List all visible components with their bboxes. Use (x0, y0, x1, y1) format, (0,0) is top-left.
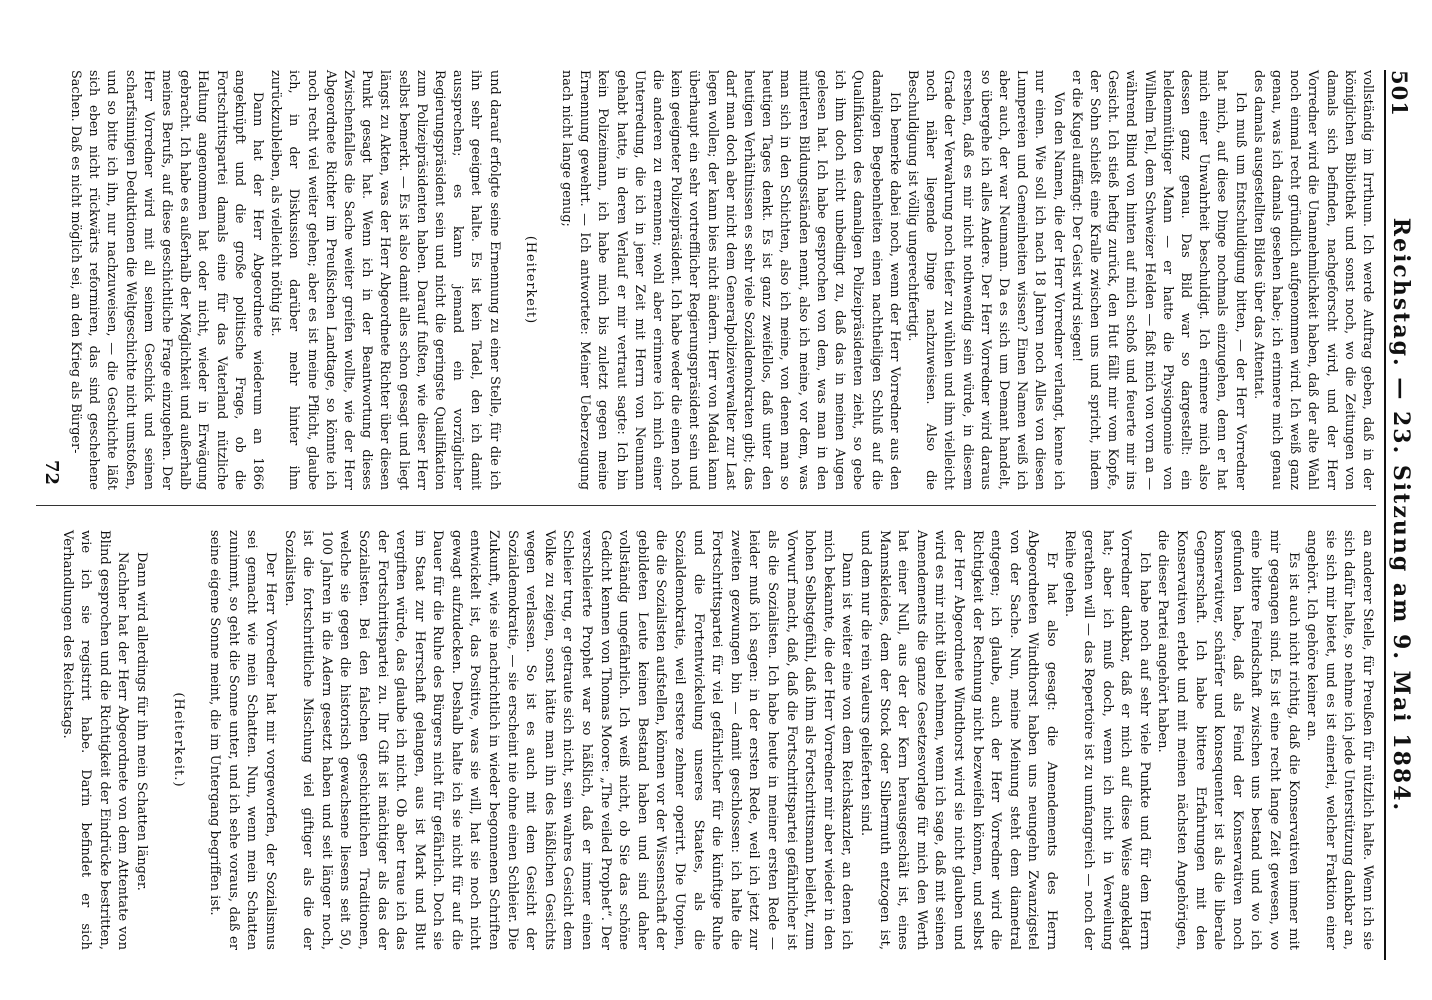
applause-note: (Heiterkeit) (522, 235, 538, 325)
right-text-column (57, 530, 1376, 950)
paragraph: vollständig im Irrthum. Ich werde Auftrag geben, daß in der königlichen Bibliothek und sonst noch, wo die Zeitungen von damals sich befinden, nachgeforscht wird, und der Herr Vorredner wird die Unannehmlichkeit haben, daß der alte Wahl noch einmal recht gründlich aufgenommen wird. Ich weiß ganz genau, was ich damals gesehen habe; ich erinnere mich genau des damals ausgestellten Bildes über das Attentat. (1250, 70, 1375, 490)
paragraph: Er hat also gesagt: die Amendements des Herrn Abgeordneten Windthorst haben uns neungehn Zwanzigstel von der Sache. Nun, meine Meinung steht dem diametral entgegen; ich glaube, auch der Herr Vorredner wird die Richtigkeit der Rechnung nicht bezweifeln können, und selbst der Herr Abgeordnete Windthorst wird sie nicht glauben und wird es mir nicht übel nehmen, wenn ich sage, daß mit seinen Amendements die ganze Gesetzesvorlage für mich den Werth hat einer Null, aus der der Kern herausgeschält ist, eines Mannskleides, dem der Stock oder Silbermuth entzogen ist, und dem nur die rein valeurs gelieferten sind. (857, 530, 1059, 950)
paragraph: Ich bemerke dabei noch, wenn der Herr Vorredner aus den damaligen Begebenheiten einen nachtheiligen Schluß auf die Qualifikation des damaligen Polizeipräsidenten zieht, so gebe ich ihm doch nicht unbedingt zu, daß das in meinen Augen gelesen hat. Ich habe gesprochen von dem, was man in den mittleren Bildungsständen nennt, also ich meine, vor dem, was man sich in den Schichten, also ich meine, von denen man so heutigen Tages denkt. Es ist ganz zweifellos, daß unter den heutigen Verhältnissen es sehr viele Sozialdemokraten gibt; das darf man doch aber nicht dem Generalpolizeiverwalter zur Last legen wollen; der kann bies nicht ändern. Herr von Madai kann überhaupt ein sehr vortrefflicher Regierungspräsident sein und kein geeigneter Polizeipräsident. Ich habe weder die einen noch die anderen zu ernennen; wohl aber erinnere ich mich einer Unterredung, die ich in jener Zeit mit Herrn von Neumann gehabt hatte, in deren Verlauf er mir vertraut sagte: Ich bin kein Polizeimann, ich habe mich bis zuletzt gegen meine Ernennung gewehrt. — Ich antwortete: Meiner Ueberzeugung nach nicht lange genug; (559, 70, 902, 490)
paragraph: Es ist auch nicht richtig, daß die Konservativen immer mit mir gegangen sind. Es ist eine recht lange Zeit gewesen, wo eine bittere Feindschaft zwischen uns bestand und wo ich gefunden habe, daß als Feind der Konservativen noch konservativer, schärfer und konsequenter ist als die liberale Gegnerschaft. Ich habe bittere Erfahrungen mit den Konservativen erlebt und mit meinen nächsten Angehörigen, die dieser Partei angehört haben. (1155, 530, 1301, 950)
paragraph: Ich habe noch auf sehr viele Punkte und für dem Herrn Vorredner dankbar, daß er mich auf diese Weise angeklagt hat; aber ich muß doch, wenn ich nicht in Verweilung gerathen will — das Repertoire ist zu umfangreich — noch der Reihe gehen. (1062, 530, 1152, 950)
paragraph: Dann hat der Herr Abgeordnete wiederum an 1866 angeknüpft und die große politische Frage, ob die Fortschrittspartei damals eine für das Vaterland nützliche Haltung angenommen hat oder nicht, wieder in Erwägung gebracht. Ich habe es außerhalb der Möglichkeit und außerhalb meines Berufs, auf diese geschichtliche Frage einzugehen. Der Herr Vorredner wird mit all seinem Geschick und seinen scharfsinnigen Deduktionen die Weltgeschichte nicht umstoßen, und so bitte ich ihn, nur nachzuweisen, — die Geschichte läßt sich eben nicht rückwärts reformiren, das sind geschehene Sachen. Daß es nicht möglich sei, an den Krieg als Bürger- (67, 70, 266, 490)
paragraph: Nachher hat der Herr Abgeordnete von dem Attentate von Blind gesprochen und die Richtigkeit der Eindrücke bestritten, wie ich sie registrirt habe. Darin befindet er sich Verhandlungen des Reichstags. (59, 530, 131, 950)
column-divider (36, 505, 1376, 506)
paragraph: Ich muß um Entschuldigung bitten, — der Herr Vorredner hat mich, auf diese Dinge nochmals einzugehen, denn er hat mich einer Unwahrheit beschuldigt. Ich erinnere mich also dessen ganz genau. Das Bild war so dargestellt: ein heldenmüthiger Mann — er hatte die Physiognomie von Wilhelm Tell, dem Schweizer Helden — faßt mich von vorn an — während Blind von hinten auf mich schoß und feuerte mir ins Gesicht. Ich stieß heftig zurück, den Hut fällt mir vom Kopfe, der Sohn schießt eine Kralle zwischen uns und spricht, indem er die Kugel auffängt: Der Geist wird siegen! (1068, 70, 1248, 490)
running-title: Reichstag. — 23. Sitzung am 9. Mai 1884. (1388, 217, 1414, 813)
paragraph: und darauf erfolgte seine Ernennung zu einer Stelle, für die ich ihn sehr geeignet halte. Es ist kein Tadel, den ich damit aussprechen; es kann jemand ein vorzüglicher Regierungspräsident sein und nicht die geringste Qualifikation zum Polizeipräsidenten haben. Darauf fußten, wie dieser Herr selbst bemerkt. — Es ist also damit alles schon gesagt und liegt längst zu Akten, was der Herr Abgeordnete Richter über diesen Punkt gesagt hat. Wenn ich in der Beantwortung dieses Zwischenfalles die Sache weiter greifen wollte, wie der Herr Abgeordnete Richter im Preußischen Landtage, so könnte ich noch recht viel weiter gehen; aber es ist meine Pflicht, glaube ich, in der Diskussion darüber mehr hinter ihm zurückzubleiben, als vielleicht nöthig ist. (268, 70, 502, 490)
paragraph: Von den Namen, die der Herr Vorredner verlangt, kenne ich nur einen. Wie soll ich nach 18 Jahren noch Alles von diesen Lumpereien und Gemeinheiten wissen? Einen Namen weiß ich aber auch, der war Neumann. Da es sich um Demant handelt, so übergehe ich alles Andere. Der Herr Vorredner wird daraus ersehen, daß es mir nicht nothwendig sein würde, in diesem Grade der Verwahrung noch tiefer zu wühlen und ihm vielleicht noch näher liegende Dinge nachzuweisen. Also die Beschuldigung ist völlig ungerechtfertigt. (904, 70, 1066, 490)
page-header (1384, 70, 1414, 960)
applause-note: (Heiterkeit.) (170, 692, 186, 788)
signature-mark: 72 (41, 460, 62, 486)
page-number: 501 (1387, 70, 1412, 117)
paragraph: Dann wird allerdings für ihn mein Schatten länger. (134, 552, 149, 891)
left-text-column (66, 70, 1376, 490)
paragraph: an anderer Stelle, für Preußen für nützlich halte. Wenn ich sie sich dafür halte, so nehme ich jede Unterstützung dankbar an, sie sich mir bietet, und es ist einerlei, welcher Fraktion einer angehört. Ich gehöre keiner an. (1304, 530, 1375, 950)
paragraph: Dann ist weiter eine von dem Reichskanzler, an denen ich mich bekannte, die der Herr Vorredner mir aber wieder in den hohen Selbstgefühl, daß ihm als Fortschrittsmann beileht, zum Vorwurf macht, daß, daß die Fortschrittspartei gefährlicher ist als die Sozialisten. Ich habe heute in meiner ersten Rede — leider muß ich sagen: in der ersten Rede, weil ich jetzt zur zweiten gezwungen bin — damit geschlossen: ich halte die Fortschrittspartei für viel gefährlicher für die künftige Ruhe und die Fortentwickelung unseres Staates, als die Sozialdemokratie, weil erstere zehmer operirt. Die Utopien, die die Sozialisten aufstellen, können vor der Wissenschaft der gebildeten Leute keinen Bestand haben und sind daher vollständig ungefährlich. Ich weiß nicht, ob Sie das schöne Gedicht kennen von Thomas Moore: „The veiled Prophet“. Der verschleierte Prophet war so häßlich, daß er immer einen Schleier trug, er getraute sich nicht, sein wahres Gesicht dem Volke zu zeigen, sonst hätte man ihn des häßlichen Gesichts wegen verlassen. So ist es auch mit dem Gesicht der Sozialdemokratie, — sie erscheint nie ohne einen Schleier. Die Zukunft, wie sie nachrichtlich in wieder begonnenen Schriften entwickelt ist, das Positive, was sie will, hat sie noch nicht gewagt aufzudecken. Deshalb halte ich sie nicht für auf die Dauer für die Ruhe des Bürgers nicht für gefährlich. Doch sie im Staat zur Herrschaft gelangen, aus ist Mark und Blut vergiften würde, das glaube ich nicht. Ob aber traue ich das der Fortschrittspartei zu. Ihr Gift ist mächtiger als das der Sozialisten. Bei den falschen geschichtlichen Traditionen, welche sie gegen die historisch gewachsene liesens seit 50, 100 Jahren in die Adern gesetzt haben und seit länger noch, ist die fortschrittliche Mischung viel giftiger als die der Sozialisten. (281, 530, 855, 950)
paragraph: Der Herr Vorredner hat mir vorgeworfen, der Sozialismus sei gemacht wie mein Schatten. Nun, wenn mein Schatten zunimmt, so geht die Sonne unter, und ich sehe voraus, daß er seine eigene Sonne meint, die im Untergang begriffen ist. (207, 530, 278, 950)
